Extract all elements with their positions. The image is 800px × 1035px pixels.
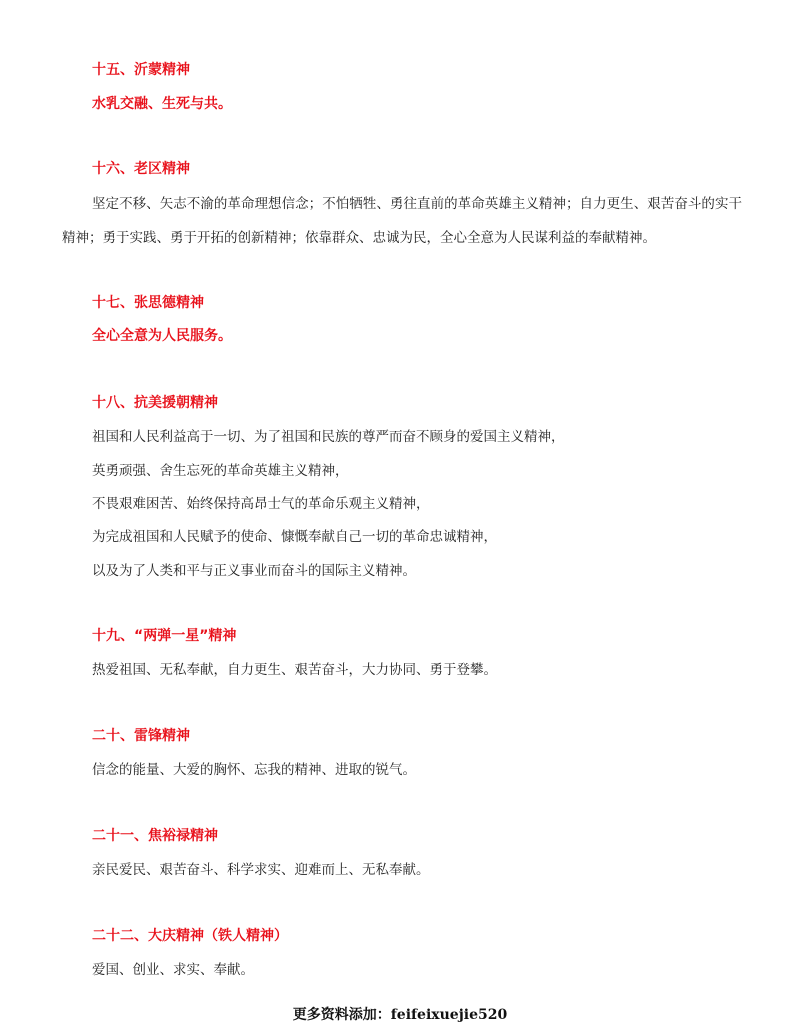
section-16-title: 十六、老区精神 xyxy=(92,161,190,177)
section-18-line-4: 为完成祖国和人民赋予的使命、慷慨奉献自己一切的革命忠诚精神， xyxy=(92,529,497,545)
section-19-line-1: 热爱祖国、无私奉献，自力更生、艰苦奋斗，大力协同、勇于登攀。 xyxy=(92,662,497,678)
section-18-line-5: 以及为了人类和平与正义事业而奋斗的国际主义精神。 xyxy=(92,563,416,579)
section-19-title: 十九、“两弹一星”精神 xyxy=(92,628,237,644)
section-20-line-1: 信念的能量、大爱的胸怀、忘我的精神、进取的锐气。 xyxy=(92,762,416,778)
section-21-line-1: 亲民爱民、艰苦奋斗、科学求实、迎难而上、无私奉献。 xyxy=(92,862,430,878)
section-20-title: 二十、雷锋精神 xyxy=(92,728,190,744)
section-16-paragraph: 坚定不移、矢志不渝的革命理想信念；不怕牺牲、勇往直前的革命英雄主义精神；自力更生、艰苦奋斗的实干精神；勇于实践、勇于开拓的创新精神；依靠群众、忠诚为民，全心全意为人民谋利益的奉献精神。 xyxy=(62,196,742,246)
section-17-title: 十七、张思德精神 xyxy=(92,295,204,311)
footer-note: 更多资料添加：feifeixuejie520 xyxy=(292,1007,508,1023)
section-15-title: 十五、沂蒙精神 xyxy=(92,62,190,78)
section-15-text: 水乳交融、生死与共。 xyxy=(92,96,232,112)
section-21-title: 二十一、焦裕禄精神 xyxy=(92,828,218,844)
section-18-title: 十八、抗美援朝精神 xyxy=(92,395,218,411)
section-18-line-2: 英勇顽强、舍生忘死的革命英雄主义精神， xyxy=(92,463,349,479)
section-17-text: 全心全意为人民服务。 xyxy=(92,328,232,344)
section-22-title: 二十二、大庆精神（铁人精神） xyxy=(92,928,288,944)
section-18-line-1: 祖国和人民利益高于一切、为了祖国和民族的尊严而奋不顾身的爱国主义精神， xyxy=(92,429,565,445)
section-18-line-3: 不畏艰难困苦、始终保持高昂士气的革命乐观主义精神， xyxy=(92,496,430,512)
section-22-line-1: 爱国、创业、求实、奉献。 xyxy=(92,962,254,978)
